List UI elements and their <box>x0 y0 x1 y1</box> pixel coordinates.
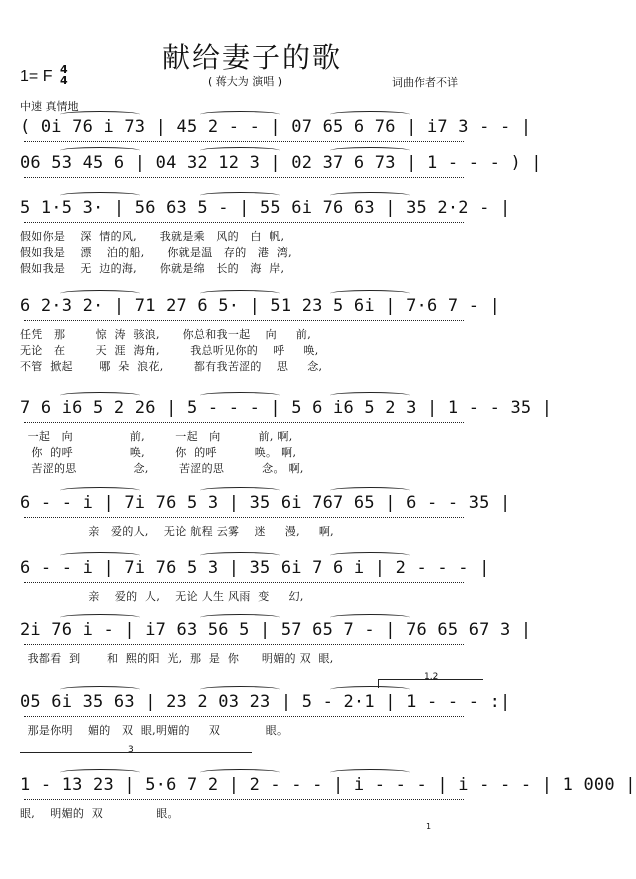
slur <box>60 487 140 494</box>
key-signature: 1= F <box>20 68 53 85</box>
slur <box>60 769 140 776</box>
beam-line <box>24 422 464 423</box>
tempo-marking: 中速 真情地 <box>20 100 79 113</box>
slur <box>200 290 280 297</box>
volta-label: 1.2 <box>424 672 439 682</box>
triplet-bracket <box>20 752 252 753</box>
time-signature-top: 4 <box>60 63 68 76</box>
lyric-line: 不管 掀起 哪 朵 浪花, 都有我苦涩的 思 念, <box>20 360 323 373</box>
staff-row <box>20 775 636 807</box>
notation-line: 05 6i 35 63 | 23 2 03 23 | 5 - 2·1 | 1 - - - :| <box>20 692 511 712</box>
slur <box>200 686 280 693</box>
slur <box>330 487 410 494</box>
lyric-line: 一起 向 前, 一起 向 前, 啊, <box>20 430 293 443</box>
beam-line <box>24 644 464 645</box>
beam-line <box>24 141 464 142</box>
slur <box>200 147 280 154</box>
slur <box>200 487 280 494</box>
lyric-line: 假如你是 深 情的风, 我就是乘 风的 白 帆, <box>20 230 285 243</box>
slur <box>200 392 280 399</box>
slur <box>60 614 140 621</box>
notation-line: 2i 76 i - | i7 63 56 5 | 57 65 7 - | 76 65 67 3 | <box>20 620 532 640</box>
lyric-line: 亲 爱的人, 无论 航程 云雾 迷 漫, 啊, <box>20 525 334 538</box>
staff-row <box>20 296 501 328</box>
lyric-line: 任凭 那 惊 涛 骇浪, 你总和我一起 向 前, <box>20 328 311 341</box>
slur <box>60 111 140 118</box>
slur <box>330 614 410 621</box>
lyric-line: 亲 爱的 人, 无论 人生 风雨 变 幻, <box>20 590 304 603</box>
lyric-line: 我都看 到 和 熙的阳 光, 那 是 你 明媚的 双 眼, <box>20 652 334 665</box>
beam-line <box>24 582 464 583</box>
time-signature <box>60 64 68 86</box>
beam-line <box>24 177 464 178</box>
notation-line: 6 - - i | 7i 76 5 3 | 35 6i 7 6 i | 2 - - - | <box>20 558 490 578</box>
notation-line: 6 2·3 2· | 71 27 6 5· | 51 23 5 6i | 7·6 7 - | <box>20 296 501 316</box>
author-credit: 词曲作者不详 <box>392 76 458 89</box>
staff-row <box>20 620 532 652</box>
slur <box>330 111 410 118</box>
slur <box>60 147 140 154</box>
lyric-line: 你 的呼 唤, 你 的呼 唤。 啊, <box>20 446 297 459</box>
lyric-line: 那是你明 媚的 双 眼,明媚的 双 眼。 <box>20 724 289 737</box>
staff-row <box>20 117 532 149</box>
notation-line: 6 - - i | 7i 76 5 3 | 35 6i 767 65 | 6 - - 35 | <box>20 493 511 513</box>
slur <box>60 392 140 399</box>
staff-row <box>20 493 511 525</box>
lyric-line: 无论 在 天 涯 海角, 我总听见你的 呼 唤, <box>20 344 319 357</box>
lyric-line: 假如我是 无 边的海, 你就是绵 长的 海 岸, <box>20 262 285 275</box>
staff-row <box>20 558 488 590</box>
beam-line <box>24 222 464 223</box>
slur <box>330 392 410 399</box>
beam-line <box>24 716 464 717</box>
slur <box>200 552 280 559</box>
slur <box>60 552 140 559</box>
slur <box>60 192 140 199</box>
performer-credit: ( 蒋大为 演唱 ) <box>208 75 283 88</box>
notation-line: 1 - 13 23 | 5·6 7 2 | 2 - - - | i - - - | i - - - | 1 000 | <box>20 775 636 795</box>
beam-line <box>24 517 464 518</box>
song-title: 献给妻子的歌 <box>161 41 342 74</box>
staff-row <box>20 692 511 724</box>
page-number: 1 <box>426 822 432 831</box>
slur <box>60 290 140 297</box>
slur <box>330 552 410 559</box>
beam-line <box>24 799 464 800</box>
lyric-line: 眼, 明媚的 双 眼。 <box>20 807 179 820</box>
slur <box>200 769 280 776</box>
slur <box>330 769 410 776</box>
staff-row <box>20 198 511 230</box>
staff-row <box>20 398 553 430</box>
notation-line: 7 6 i6 5 2 26 | 5 - - - | 5 6 i6 5 2 3 | 1 - - 35 | <box>20 398 553 418</box>
bracket-label: 3 <box>128 745 134 755</box>
slur <box>330 192 410 199</box>
notation-line: 5 1·5 3· | 56 63 5 - | 55 6i 76 63 | 35 2·2 - | <box>20 198 511 218</box>
slur <box>200 192 280 199</box>
slur <box>200 111 280 118</box>
slur <box>330 290 410 297</box>
beam-line <box>24 320 464 321</box>
slur <box>200 614 280 621</box>
slur <box>330 147 410 154</box>
lyric-line: 苦涩的思 念, 苦涩的思 念。 啊, <box>20 462 304 475</box>
slur <box>60 686 140 693</box>
notation-line: 06 53 45 6 | 04 32 12 3 | 02 37 6 73 | 1 - - - ) | <box>20 153 542 173</box>
lyric-line: 假如我是 漂 泊的船, 你就是温 存的 港 湾, <box>20 246 292 259</box>
staff-row <box>20 153 542 185</box>
notation-line: ( 0i 76 i 73 | 45 2 - - | 07 65 6 76 | i7 3 - - | <box>20 117 532 137</box>
time-signature-bottom: 4 <box>60 74 68 87</box>
